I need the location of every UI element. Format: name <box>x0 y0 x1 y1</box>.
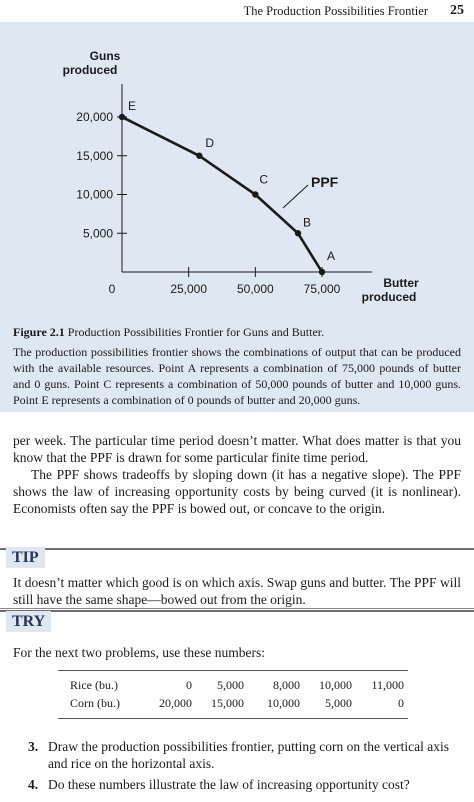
row-label: Rice (bu.) <box>70 678 118 692</box>
point-a-marker <box>319 269 325 275</box>
problem-text: Draw the production possibilities frontier, putting corn on the vertical axis and rice on the horizontal axis. <box>48 739 449 771</box>
body-paragraph-2: The PPF shows tradeoffs by sloping down (it has a negative slope). The PPF shows the law of increasing opportunity costs by being curved (it is nonlinear). Economists often say the PPF is bowed out, or concave to the origin. <box>13 467 461 516</box>
try-top-rule <box>0 610 474 612</box>
table-cell: 20,000 <box>159 696 192 710</box>
table-cell: 5,000 <box>217 678 244 692</box>
y-tick-label: 20,000 <box>76 110 113 124</box>
body-paragraph-1: per week. The particular time period doesn’t matter. What does matter is that you know that the PPF is drawn for some particular finite time period. <box>13 433 461 465</box>
table-cell: 11,000 <box>371 678 404 692</box>
row-label: Corn (bu.) <box>70 696 120 710</box>
x-axis-label-line1: Butter <box>383 276 419 290</box>
problem-text: Do these numbers illustrate the law of increasing opportunity cost? <box>48 777 410 792</box>
point-d-label: D <box>205 135 215 150</box>
x-tick-label: 50,000 <box>236 282 274 296</box>
problem-number: 4. <box>28 777 39 792</box>
point-a-label: A <box>327 249 336 263</box>
table-row <box>58 678 408 696</box>
x-axis-label-line2: produced <box>361 290 417 304</box>
problem-3 <box>28 738 460 772</box>
y-tick-label: 5,000 <box>82 226 113 241</box>
table-cell: 0 <box>398 696 404 710</box>
y-tick-label: 15,000 <box>76 148 113 163</box>
running-header <box>0 0 474 22</box>
point-e-label: E <box>128 99 137 113</box>
figure-box <box>0 22 474 412</box>
x-tick-label: 0 <box>108 282 116 296</box>
point-b-label: B <box>303 215 312 230</box>
point-e-marker <box>119 114 125 120</box>
ppf-chart <box>0 22 474 322</box>
figure-caption-title <box>13 324 461 340</box>
ppf-curve-line <box>122 117 322 272</box>
point-d-marker <box>196 153 202 159</box>
ppf-curve-label: PPF <box>311 174 339 190</box>
table-cell: 8,000 <box>273 678 300 692</box>
table-top-rule <box>58 670 408 671</box>
tip-bottom-rule <box>0 608 474 609</box>
figure-title: Production Possibilities Frontier for Guns and Butter. <box>67 325 325 339</box>
tip-label: TIP <box>6 547 45 568</box>
table-cell: 10,000 <box>267 696 300 710</box>
running-title: The Production Possibilities Frontier <box>243 4 428 18</box>
try-label: TRY <box>6 611 51 632</box>
try-intro: For the next two problems, use these numbers: <box>13 645 265 660</box>
point-c-label: C <box>259 172 269 187</box>
y-tick-label: 10,000 <box>76 187 113 202</box>
figure-number: Figure 2.1 <box>13 325 65 339</box>
problem-4 <box>28 776 460 793</box>
table-row <box>58 696 408 714</box>
table-cell: 5,000 <box>325 696 352 710</box>
problem-number: 3. <box>28 739 39 754</box>
tip-text: It doesn’t matter which good is on which axis. Swap guns and butter. The PPF will still have the same shape—bowed out from the origin. <box>13 575 461 607</box>
tip-top-rule <box>0 548 474 550</box>
point-b-marker <box>295 230 301 236</box>
ppf-label-leader <box>283 185 308 208</box>
figure-caption-body: The production possibilities frontier shows the combinations of output that can be produced with the available resources. Point A represents a combination of 75,000 pounds of butter and 0 guns. Point C represents a combination of 50,000 pounds of butter and 10,000 guns. Point E represents a combination of 0 pounds of butter and 20,000 guns. <box>13 345 461 407</box>
point-c-marker <box>252 191 258 197</box>
y-axis-label-line2: produced <box>62 63 118 77</box>
table-cell: 0 <box>186 678 192 692</box>
page-number: 25 <box>450 3 464 18</box>
x-tick-label: 25,000 <box>170 282 208 296</box>
y-axis-label-line1: Guns <box>89 49 121 63</box>
table-cell: 10,000 <box>319 678 352 692</box>
table-bottom-rule <box>58 718 408 719</box>
table-cell: 15,000 <box>211 696 244 710</box>
x-tick-label: 75,000 <box>303 282 341 296</box>
